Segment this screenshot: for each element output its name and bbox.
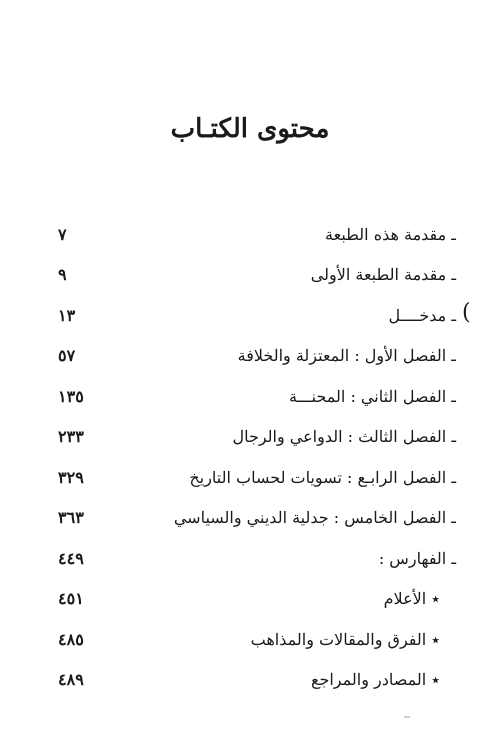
toc-entry-title: ـ الفصل الثاني : المحنـــة [288, 387, 456, 406]
toc-entry [0, 339, 500, 373]
toc-entry-title: ـ الفصل الأول : المعتزلة والخلافة [237, 346, 456, 365]
toc-subentry-title: ٭ الفرق والمقالات والمذاهب [250, 630, 440, 649]
toc-subentry [0, 623, 500, 657]
toc-entry [0, 299, 500, 333]
toc-entry-title: ـ الفهارس : [378, 549, 456, 568]
toc-subentry [0, 663, 500, 697]
toc-entry-title: ـ الفصل الخامس : جدلية الديني والسياسي [173, 508, 456, 527]
toc-entry-page-number: ٣٦٣ [58, 508, 84, 527]
margin-bracket-mark: ( [462, 300, 471, 325]
toc-entry-page-number: ٥٧ [58, 346, 76, 365]
toc-entry-page-number: ٤٤٩ [58, 549, 84, 568]
toc-entry-page-number: ٣٢٩ [58, 468, 84, 487]
toc-entry-page-number: ١٣٥ [58, 387, 84, 406]
toc-entry [0, 461, 500, 495]
scan-speck [404, 716, 410, 718]
page-title: محتوى الكتـاب [170, 114, 330, 144]
toc-entry-page-number: ٤٨٥ [58, 630, 84, 649]
toc-entry-title: ـ مدخــــل [388, 306, 456, 325]
toc-entry [0, 258, 500, 292]
toc-subentry [0, 582, 500, 616]
toc-entry-title: ـ الفصل الرابـع : تسويات لحساب التاريخ [189, 468, 456, 487]
toc-entry-title: ـ مقدمة الطبعة الأولى [310, 265, 456, 284]
toc-entry-page-number: ٤٥١ [58, 589, 84, 608]
toc-entry-page-number: ٢٣٣ [58, 427, 84, 446]
toc-subentry-title: ٭ الأعلام [383, 589, 440, 608]
toc-entry [0, 542, 500, 576]
toc-entry-page-number: ٧ [58, 225, 67, 244]
toc-entry-page-number: ٤٨٩ [58, 670, 84, 689]
toc-entry-title: ـ مقدمة هذه الطبعة [325, 225, 456, 244]
toc-entry-page-number: ١٣ [58, 306, 76, 325]
toc-entry [0, 501, 500, 535]
toc-subentry-title: ٭ المصادر والمراجع [310, 670, 440, 689]
toc-entry [0, 218, 500, 252]
toc-entry-page-number: ٩ [58, 265, 67, 284]
toc-entry [0, 380, 500, 414]
toc-entry-title: ـ الفصل الثالث : الدواعي والرجال [232, 427, 456, 446]
toc-entry [0, 420, 500, 454]
